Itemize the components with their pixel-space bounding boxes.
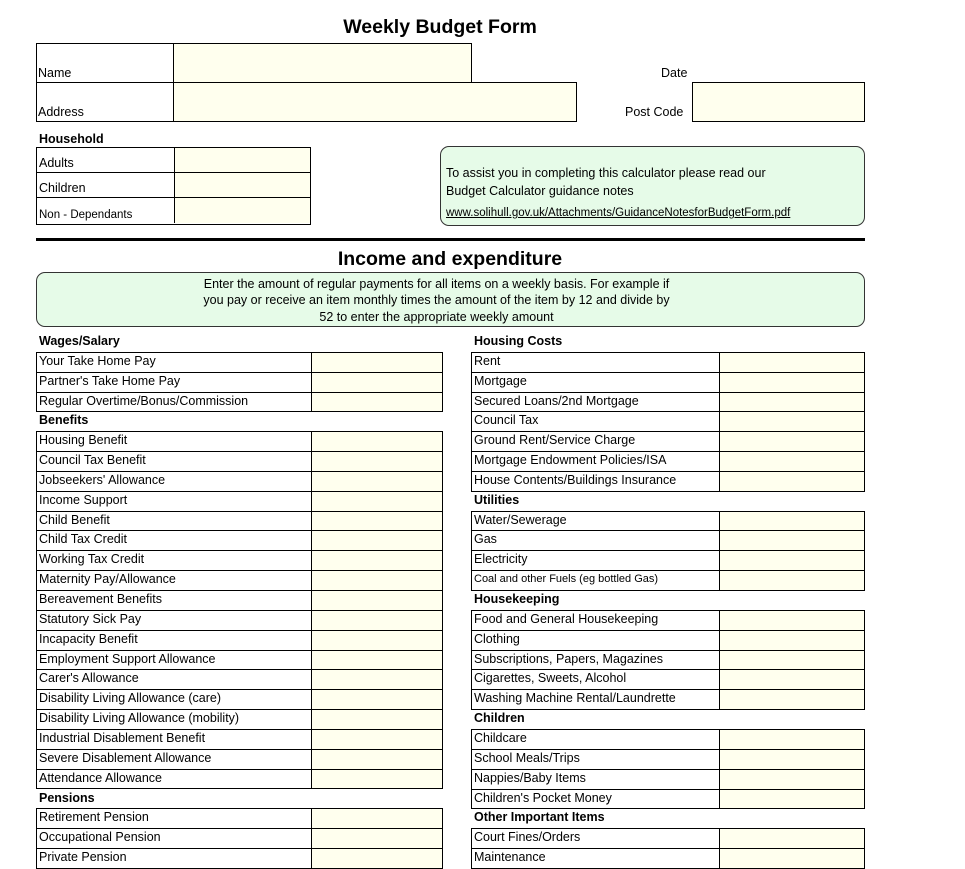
table-row: [471, 512, 865, 532]
table-row: [36, 611, 443, 631]
amount-field[interactable]: [311, 690, 442, 709]
row-label: Secured Loans/2nd Mortgage: [474, 393, 639, 408]
amount-field[interactable]: [311, 591, 442, 610]
row-label: House Contents/Buildings Insurance: [474, 472, 677, 487]
table-row: [36, 710, 443, 730]
table-row: [36, 591, 443, 611]
table-row: [471, 750, 865, 770]
address-field[interactable]: [173, 82, 577, 122]
amount-field[interactable]: [719, 770, 864, 789]
address-label: Address: [38, 105, 84, 119]
row-label: Disability Living Allowance (mobility): [39, 711, 240, 726]
row-label: Childcare: [474, 731, 527, 745]
postcode-field[interactable]: [692, 82, 865, 122]
table-row: [471, 670, 865, 690]
table-row: [471, 373, 865, 393]
table-row: [36, 809, 443, 829]
table-row: [36, 512, 443, 532]
table-row: [36, 651, 443, 671]
guidance-box: [440, 146, 865, 226]
table-row: [36, 531, 443, 551]
row-label: Ground Rent/Service Charge: [474, 433, 636, 448]
amount-field[interactable]: [311, 551, 442, 570]
table-row: [471, 432, 865, 452]
row-label: Disability Living Allowance (care): [39, 691, 222, 706]
name-address-block: [36, 43, 577, 123]
table-row: [36, 472, 443, 492]
row-label: Retirement Pension: [39, 810, 149, 825]
amount-field[interactable]: [719, 750, 864, 769]
amount-field[interactable]: [311, 452, 442, 471]
row-label: Working Tax Credit: [39, 552, 145, 567]
row-label: Jobseekers' Allowance: [39, 472, 166, 487]
section-table-pensions: [36, 808, 443, 869]
amount-field[interactable]: [311, 531, 442, 550]
row-label: Incapacity Benefit: [39, 631, 138, 646]
adults-field[interactable]: [174, 148, 310, 172]
amount-field[interactable]: [719, 611, 864, 630]
row-label: Council Tax Benefit: [39, 453, 146, 468]
row-label: Gas: [474, 532, 497, 547]
amount-field[interactable]: [719, 551, 864, 570]
table-row: [36, 452, 443, 472]
instruction-line-2: you pay or receive an item monthly times the amount of the item by 12 and divide by: [203, 293, 670, 307]
amount-field[interactable]: [311, 730, 442, 749]
table-row: [36, 353, 443, 373]
table-row: [471, 730, 865, 750]
amount-field[interactable]: [311, 710, 442, 729]
amount-field[interactable]: [311, 651, 442, 670]
table-row: [471, 651, 865, 671]
amount-field[interactable]: [719, 512, 864, 531]
amount-field[interactable]: [719, 373, 864, 392]
row-label: Mortgage: [474, 373, 527, 388]
table-row: [471, 790, 865, 810]
household-row-children: Children: [37, 173, 310, 198]
row-label: Your Take Home Pay: [39, 353, 156, 368]
row-label: Court Fines/Orders: [474, 830, 581, 845]
amount-field[interactable]: [311, 432, 442, 451]
name-label: Name: [38, 66, 72, 80]
income-expenditure-heading: Income and expenditure: [337, 248, 563, 270]
amount-field[interactable]: [719, 432, 864, 451]
row-label: Attendance Allowance: [39, 770, 163, 785]
amount-field[interactable]: [311, 472, 442, 491]
amount-field[interactable]: [311, 770, 442, 789]
row-label: Statutory Sick Pay: [39, 611, 142, 626]
amount-field[interactable]: [311, 631, 442, 650]
row-label: Child Tax Credit: [39, 532, 128, 547]
amount-field[interactable]: [719, 452, 864, 471]
amount-field[interactable]: [719, 790, 864, 809]
guidance-line-1: To assist you in completing this calculator please read our: [446, 166, 766, 180]
section-heading-housekeeping: Housekeeping: [474, 592, 560, 607]
non-dependants-field[interactable]: [174, 198, 310, 223]
row-label: Rent: [474, 353, 501, 368]
amount-field[interactable]: [311, 353, 442, 372]
table-row: [36, 730, 443, 750]
children-field[interactable]: [174, 173, 310, 197]
section-table-children: [471, 729, 865, 809]
row-label: Maternity Pay/Allowance: [39, 572, 176, 587]
table-row: [471, 690, 865, 710]
household-row-adults: Adults: [37, 148, 310, 173]
row-label: Food and General Housekeeping: [474, 611, 659, 626]
table-row: [36, 750, 443, 770]
section-heading-pensions: Pensions: [39, 790, 95, 805]
table-row: [36, 571, 443, 591]
row-label: Severe Disablement Allowance: [39, 750, 212, 765]
row-label: Washing Machine Rental/Laundrette: [474, 691, 676, 706]
amount-field[interactable]: [311, 492, 442, 511]
form-title: Weekly Budget Form: [343, 16, 537, 38]
row-label: Mortgage Endowment Policies/ISA: [474, 453, 667, 468]
amount-field[interactable]: [719, 651, 864, 670]
row-label: Income Support: [39, 492, 128, 507]
table-row: [36, 432, 443, 452]
name-field[interactable]: [173, 43, 472, 83]
table-row: [471, 770, 865, 790]
section-heading-wages-salary: Wages/Salary: [39, 334, 120, 348]
table-row: [36, 393, 443, 413]
table-row: [36, 492, 443, 512]
table-row: [36, 373, 443, 393]
table-row: [36, 849, 443, 869]
table-row: [36, 670, 443, 690]
table-row: [471, 571, 865, 591]
section-heading-other-important-items: Other Important Items: [474, 810, 605, 825]
table-row: [471, 452, 865, 472]
row-label: Partner's Take Home Pay: [39, 373, 181, 388]
row-label: Cigarettes, Sweets, Alcohol: [474, 671, 627, 686]
table-row: [36, 631, 443, 651]
amount-field[interactable]: [719, 670, 864, 689]
household-table: [36, 147, 311, 225]
table-row: [471, 412, 865, 432]
amount-field[interactable]: [719, 829, 864, 848]
table-row: [36, 829, 443, 849]
guidance-line-2: Budget Calculator guidance notes: [446, 184, 634, 198]
amount-field[interactable]: [311, 393, 442, 412]
row-label: Electricity: [474, 552, 528, 567]
row-label: School Meals/Trips: [474, 750, 580, 765]
household-row-non-dependants: Non - Dependants: [37, 198, 310, 223]
household-heading: Household: [39, 132, 104, 146]
row-label: Regular Overtime/Bonus/Commission: [39, 393, 249, 408]
table-row: [471, 631, 865, 651]
amount-field[interactable]: [311, 373, 442, 392]
amount-field[interactable]: [311, 512, 442, 531]
table-row: [471, 393, 865, 413]
amount-field[interactable]: [311, 611, 442, 630]
table-row: [471, 849, 865, 869]
amount-field[interactable]: [311, 750, 442, 769]
table-row: [471, 531, 865, 551]
row-label: Clothing: [474, 631, 520, 646]
section-heading-housing-costs: Housing Costs: [474, 334, 563, 348]
amount-field[interactable]: [719, 393, 864, 412]
section-table-wages-salary: [36, 352, 443, 413]
table-row: [471, 551, 865, 571]
amount-field[interactable]: [719, 531, 864, 550]
amount-field[interactable]: [719, 631, 864, 650]
row-label: Children's Pocket Money: [474, 790, 612, 805]
row-label: Council Tax: [474, 413, 539, 428]
row-label: Private Pension: [39, 850, 127, 865]
row-label: Maintenance: [474, 850, 546, 865]
row-label: Occupational Pension: [39, 830, 161, 845]
section-table-benefits: [36, 431, 443, 789]
row-label: Bereavement Benefits: [39, 592, 162, 606]
amount-field[interactable]: [311, 849, 442, 868]
amount-field[interactable]: [311, 809, 442, 828]
row-label: Subscriptions, Papers, Magazines: [474, 651, 663, 666]
amount-field[interactable]: [311, 829, 442, 848]
row-label: Coal and other Fuels (eg bottled Gas): [474, 573, 659, 586]
amount-field[interactable]: [719, 571, 864, 590]
amount-field[interactable]: [719, 690, 864, 709]
row-label: Child Benefit: [39, 512, 110, 527]
row-label: Housing Benefit: [39, 433, 128, 448]
date-label: Date: [661, 66, 688, 80]
row-label: Employment Support Allowance: [39, 651, 216, 666]
table-row: [471, 829, 865, 849]
postcode-label: Post Code: [625, 105, 684, 119]
instructions-box: [36, 272, 865, 327]
table-row: [36, 770, 443, 790]
table-row: [471, 611, 865, 631]
section-heading-benefits: Benefits: [39, 413, 89, 428]
amount-field[interactable]: [719, 412, 864, 431]
section-table-housing-costs: [471, 352, 865, 492]
amount-field[interactable]: [311, 670, 442, 689]
amount-field[interactable]: [719, 472, 864, 491]
table-row: [471, 472, 865, 492]
instruction-line-3: 52 to enter the appropriate weekly amount: [319, 310, 554, 324]
divider-rule: [36, 238, 865, 241]
section-table-other-important-items: [471, 828, 865, 869]
table-row: [36, 551, 443, 571]
amount-field[interactable]: [311, 571, 442, 590]
instruction-line-1: Enter the amount of regular payments for all items on a weekly basis. For example if: [203, 277, 670, 291]
row-label: Water/Sewerage: [474, 512, 567, 527]
amount-field[interactable]: [719, 849, 864, 868]
table-row: [471, 353, 865, 373]
section-table-utilities: [471, 511, 865, 591]
table-row: [36, 690, 443, 710]
section-heading-utilities: Utilities: [474, 492, 520, 507]
guidance-link[interactable]: www.solihull.gov.uk/Attachments/GuidanceNotesforBudgetForm.pdf: [446, 207, 791, 219]
amount-field[interactable]: [719, 353, 864, 372]
amount-field[interactable]: [719, 730, 864, 749]
row-label: Industrial Disablement Benefit: [39, 730, 206, 745]
section-table-housekeeping: [471, 610, 865, 710]
row-label: Nappies/Baby Items: [474, 770, 586, 785]
row-label: Carer's Allowance: [39, 671, 139, 686]
section-heading-children: Children: [474, 711, 525, 726]
